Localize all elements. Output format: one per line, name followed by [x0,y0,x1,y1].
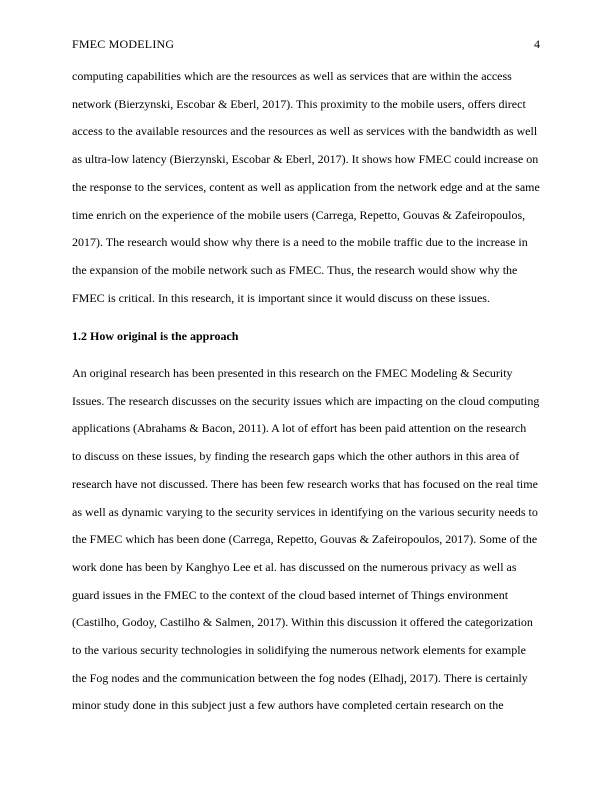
text-line: to the various security technologies in solidifying the numerous network elements for example [72,643,526,658]
text-line: network (Bierzynski, Escobar & Eberl, 2017). This proximity to the mobile users, offers direct [72,96,526,111]
text-line: as ultra-low latency (Bierzynski, Escobar & Eberl, 2017). It shows how FMEC could increase on [72,152,539,167]
text-line: access to the available resources and the resources as well as services with the bandwidth as well [72,124,538,139]
header-title: FMEC MODELING [72,37,175,51]
page-number: 4 [534,37,540,51]
text-line: to discuss on these issues, by finding the research gaps which the other authors in this area of [72,449,520,464]
paragraph-2 [72,360,542,720]
text-line: FMEC is critical. In this research, it is important since it would discuss on these issues. [72,290,490,305]
paragraph-1 [72,63,542,312]
text-line: the expansion of the mobile network such as FMEC. Thus, the research would show why the [72,262,518,277]
running-header [72,36,540,52]
text-line: work done has been by Kanghyo Lee et al. has discussed on the numerous privacy as well as [72,559,517,574]
text-line: An original research has been presented in this research on the FMEC Modeling & Security [72,366,513,380]
text-line: guard issues in the FMEC to the context of the cloud based internet of Things environment [72,587,509,602]
text-line: the response to the services, content as well as application from the network edge and at the same [72,179,540,194]
text-line: as well as dynamic varying to the security services in identifying on the various security needs to [72,504,538,519]
text-line: computing capabilities which are the resources as well as services that are within the access [72,69,512,83]
text-line: 2017). The research would show why there is a need to the mobile traffic due to the increase in [72,235,528,250]
text-line: the FMEC which has been done (Carrega, Repetto, Gouvas & Zafeiropoulos, 2017). Some of the [72,532,538,547]
text-line: the Fog nodes and the communication between the fog nodes (Elhadj, 2017). There is certainly [72,670,528,685]
text-line: minor study done in this subject just a few authors have completed certain research on the [72,698,504,713]
text-line: applications (Abrahams & Bacon, 2011). A lot of effort has been paid attention on the research [72,421,527,436]
text-line: time enrich on the experience of the mobile users (Carrega, Repetto, Gouvas & Zafeiropoulos, [72,207,526,222]
section-heading: 1.2 How original is the approach [72,329,239,343]
text-line: research have not discussed. There has been few research works that has focused on the real time [72,476,538,491]
text-line: (Castilho, Godoy, Castilho & Salmen, 2017). Within this discussion it offered the categorization [72,615,533,630]
text-line: Issues. The research discusses on the security issues which are impacting on the cloud computing [72,393,540,408]
